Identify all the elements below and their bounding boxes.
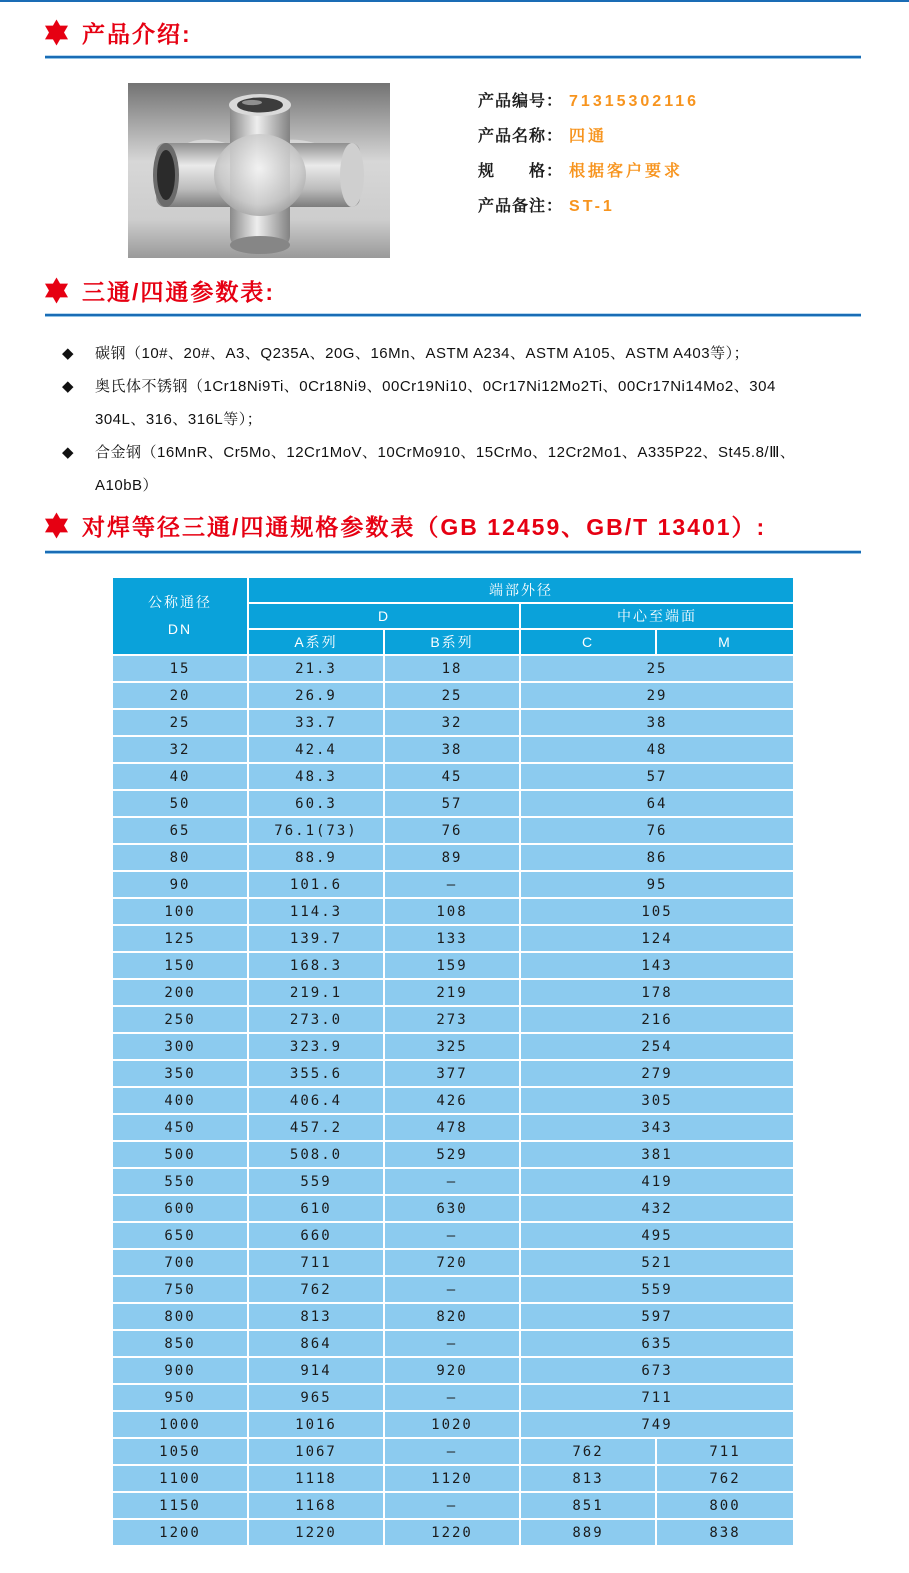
cell-a-series: 168.3 [249, 953, 383, 978]
col-header-b-series: B系列 [385, 630, 519, 654]
cell-b-series: — [385, 1493, 519, 1518]
cell-dn: 65 [113, 818, 247, 843]
col-header-dn-line2: DN [167, 621, 193, 637]
cell-c-m-merged: 343 [521, 1115, 793, 1140]
cell-b-series: 273 [385, 1007, 519, 1032]
table-row [113, 1223, 793, 1248]
cell-a-series: 965 [249, 1385, 383, 1410]
star-icon [43, 512, 70, 539]
cell-a-series: 1220 [249, 1520, 383, 1545]
table-row [113, 1007, 793, 1032]
cell-c-m-merged: 64 [521, 791, 793, 816]
table-row [113, 1358, 793, 1383]
table-row [113, 1061, 793, 1086]
product-field-label: 产品编号： [478, 93, 564, 110]
cell-b-series: 920 [385, 1358, 519, 1383]
cell-b-series: — [385, 1223, 519, 1248]
cell-b-series: 720 [385, 1250, 519, 1275]
cell-a-series: 660 [249, 1223, 383, 1248]
cell-b-series: 133 [385, 926, 519, 951]
table-row [113, 1412, 793, 1437]
diamond-bullet-icon: ◆ [62, 378, 74, 395]
cell-dn: 200 [113, 980, 247, 1005]
table-row [113, 1169, 793, 1194]
product-field [478, 92, 699, 127]
col-header-m: M [657, 630, 793, 654]
col-header-a-series: A系列 [249, 630, 383, 654]
cell-b-series: 325 [385, 1034, 519, 1059]
cell-dn: 900 [113, 1358, 247, 1383]
table-row [113, 1250, 793, 1275]
cell-dn: 90 [113, 872, 247, 897]
cell-c-m-merged: 711 [521, 1385, 793, 1410]
cell-m: 762 [657, 1466, 793, 1491]
cell-a-series: 355.6 [249, 1061, 383, 1086]
cell-dn: 450 [113, 1115, 247, 1140]
cell-a-series: 457.2 [249, 1115, 383, 1140]
section-params-header [43, 274, 275, 307]
cell-dn: 950 [113, 1385, 247, 1410]
cell-b-series: 25 [385, 683, 519, 708]
table-row [113, 1304, 793, 1329]
cell-b-series: — [385, 1439, 519, 1464]
cell-c: 889 [521, 1520, 655, 1545]
cell-a-series: 1016 [249, 1412, 383, 1437]
cell-dn: 550 [113, 1169, 247, 1194]
cell-a-series: 813 [249, 1304, 383, 1329]
table-row [113, 899, 793, 924]
section-params-title: 三通/四通参数表: [82, 279, 276, 305]
col-header-end-od: 端部外径 [249, 578, 793, 602]
cell-dn: 1150 [113, 1493, 247, 1518]
section-spec-header [43, 509, 766, 542]
table-row [113, 683, 793, 708]
cell-b-series: 57 [385, 791, 519, 816]
cell-a-series: 273.0 [249, 1007, 383, 1032]
cell-dn: 400 [113, 1088, 247, 1113]
cell-a-series: 21.3 [249, 656, 383, 681]
table-row [113, 872, 793, 897]
cell-a-series: 101.6 [249, 872, 383, 897]
cell-a-series: 76.1(73) [249, 818, 383, 843]
cell-b-series: 630 [385, 1196, 519, 1221]
cell-a-series: 610 [249, 1196, 383, 1221]
cell-b-series: 18 [385, 656, 519, 681]
cell-dn: 50 [113, 791, 247, 816]
cell-a-series: 33.7 [249, 710, 383, 735]
cell-c: 851 [521, 1493, 655, 1518]
product-field [478, 162, 699, 197]
cell-c-m-merged: 143 [521, 953, 793, 978]
cell-m: 711 [657, 1439, 793, 1464]
cell-c-m-merged: 29 [521, 683, 793, 708]
cell-a-series: 88.9 [249, 845, 383, 870]
cell-dn: 750 [113, 1277, 247, 1302]
material-text-line: A10bB） [95, 477, 159, 494]
cell-a-series: 323.9 [249, 1034, 383, 1059]
table-row [113, 737, 793, 762]
cell-b-series: — [385, 1277, 519, 1302]
table-row [113, 953, 793, 978]
material-text-line: 奥氏体不锈钢（1Cr18Ni9Ti、0Cr18Ni9、00Cr19Ni10、0Cr17Ni12Mo2Ti、00Cr17Ni14Mo2、304 [95, 378, 776, 395]
section-intro-title: 产品介绍: [82, 21, 192, 47]
cell-dn: 125 [113, 926, 247, 951]
cell-c-m-merged: 521 [521, 1250, 793, 1275]
table-row [113, 926, 793, 951]
col-header-c: C [521, 630, 655, 654]
cell-dn: 40 [113, 764, 247, 789]
section-intro-underline [45, 55, 861, 59]
material-item [60, 370, 870, 436]
cell-c-m-merged: 76 [521, 818, 793, 843]
cell-dn: 300 [113, 1034, 247, 1059]
table-row [113, 1439, 793, 1464]
cell-dn: 1000 [113, 1412, 247, 1437]
cell-m: 838 [657, 1520, 793, 1545]
cell-b-series: 1020 [385, 1412, 519, 1437]
star-icon [43, 19, 70, 46]
cell-c-m-merged: 305 [521, 1088, 793, 1113]
product-field-value: 根据客户要求 [569, 163, 684, 180]
table-row [113, 1493, 793, 1518]
cell-dn: 32 [113, 737, 247, 762]
cell-b-series: 108 [385, 899, 519, 924]
table-row [113, 1331, 793, 1356]
cell-c-m-merged: 559 [521, 1277, 793, 1302]
cell-dn: 250 [113, 1007, 247, 1032]
cell-dn: 1050 [113, 1439, 247, 1464]
cell-c-m-merged: 749 [521, 1412, 793, 1437]
section-intro-header [43, 16, 192, 49]
table-row [113, 1034, 793, 1059]
table-row [113, 980, 793, 1005]
cell-c-m-merged: 673 [521, 1358, 793, 1383]
section-spec-underline [45, 550, 861, 554]
table-row [113, 710, 793, 735]
cell-a-series: 26.9 [249, 683, 383, 708]
cell-dn: 350 [113, 1061, 247, 1086]
cell-c-m-merged: 105 [521, 899, 793, 924]
spec-table-head [113, 578, 793, 654]
cell-b-series: 1220 [385, 1520, 519, 1545]
cell-c-m-merged: 495 [521, 1223, 793, 1248]
table-row [113, 1088, 793, 1113]
cell-b-series: 820 [385, 1304, 519, 1329]
product-photo-illustration [128, 83, 390, 258]
cell-dn: 100 [113, 899, 247, 924]
cell-dn: 1100 [113, 1466, 247, 1491]
cell-dn: 80 [113, 845, 247, 870]
product-field-label: 产品名称： [478, 128, 564, 145]
diamond-bullet-icon: ◆ [62, 345, 74, 362]
cell-b-series: 478 [385, 1115, 519, 1140]
cell-b-series: 529 [385, 1142, 519, 1167]
cell-b-series: 219 [385, 980, 519, 1005]
product-info [478, 92, 699, 232]
cell-a-series: 60.3 [249, 791, 383, 816]
product-photo [128, 83, 390, 258]
material-text-line: 碳钢（10#、20#、A3、Q235A、20G、16Mn、ASTM A234、ASTM A105、ASTM A403等）； [95, 345, 750, 362]
cell-a-series: 559 [249, 1169, 383, 1194]
cell-a-series: 139.7 [249, 926, 383, 951]
cell-dn: 150 [113, 953, 247, 978]
cell-c-m-merged: 216 [521, 1007, 793, 1032]
cell-b-series: — [385, 1169, 519, 1194]
table-row [113, 1520, 793, 1545]
table-row [113, 791, 793, 816]
materials-list [60, 337, 870, 502]
spec-table-body [113, 656, 793, 1545]
section-params-underline [45, 313, 861, 317]
page-top-rule [0, 0, 909, 2]
cell-c-m-merged: 432 [521, 1196, 793, 1221]
cell-dn: 15 [113, 656, 247, 681]
cell-c-m-merged: 124 [521, 926, 793, 951]
table-row [113, 1277, 793, 1302]
diamond-bullet-icon: ◆ [62, 444, 74, 461]
cell-dn: 800 [113, 1304, 247, 1329]
cell-b-series: 377 [385, 1061, 519, 1086]
cell-c-m-merged: 635 [521, 1331, 793, 1356]
col-header-dn [113, 578, 247, 654]
cell-a-series: 48.3 [249, 764, 383, 789]
cell-dn: 600 [113, 1196, 247, 1221]
table-row [113, 845, 793, 870]
cell-dn: 700 [113, 1250, 247, 1275]
col-header-dn-line1: 公称通径 [148, 594, 212, 611]
cell-c: 762 [521, 1439, 655, 1464]
table-row [113, 1385, 793, 1410]
cell-dn: 25 [113, 710, 247, 735]
cell-a-series: 1118 [249, 1466, 383, 1491]
cell-a-series: 406.4 [249, 1088, 383, 1113]
cell-a-series: 1067 [249, 1439, 383, 1464]
product-field-label: 产品备注： [478, 198, 564, 215]
cell-b-series: 45 [385, 764, 519, 789]
cell-c-m-merged: 178 [521, 980, 793, 1005]
cell-c-m-merged: 95 [521, 872, 793, 897]
material-item [60, 436, 870, 502]
cell-a-series: 42.4 [249, 737, 383, 762]
cell-dn: 1200 [113, 1520, 247, 1545]
cell-c: 813 [521, 1466, 655, 1491]
cell-b-series: — [385, 1385, 519, 1410]
material-item [60, 337, 870, 370]
cell-b-series: 76 [385, 818, 519, 843]
cell-dn: 650 [113, 1223, 247, 1248]
cell-b-series: 32 [385, 710, 519, 735]
cell-dn: 20 [113, 683, 247, 708]
cell-a-series: 508.0 [249, 1142, 383, 1167]
cell-b-series: — [385, 1331, 519, 1356]
spec-table [111, 576, 795, 1547]
cell-c-m-merged: 25 [521, 656, 793, 681]
cell-dn: 850 [113, 1331, 247, 1356]
cell-c-m-merged: 254 [521, 1034, 793, 1059]
cell-c-m-merged: 57 [521, 764, 793, 789]
cell-a-series: 219.1 [249, 980, 383, 1005]
material-text-line: 合金钢（16MnR、Cr5Mo、12Cr1MoV、10CrMo910、15CrMo、12Cr2Mo1、A335P22、St45.8/Ⅲ、 [95, 444, 796, 461]
table-row [113, 1466, 793, 1491]
product-field-value: 71315302116 [569, 93, 700, 110]
table-row [113, 1196, 793, 1221]
cell-b-series: 89 [385, 845, 519, 870]
col-header-center-to-end: 中心至端面 [521, 604, 793, 628]
cell-a-series: 1168 [249, 1493, 383, 1518]
cell-c-m-merged: 48 [521, 737, 793, 762]
product-field-value: 四通 [569, 128, 608, 145]
cell-b-series: 159 [385, 953, 519, 978]
cell-c-m-merged: 419 [521, 1169, 793, 1194]
cell-a-series: 711 [249, 1250, 383, 1275]
cell-b-series: 426 [385, 1088, 519, 1113]
table-row [113, 1115, 793, 1140]
cell-m: 800 [657, 1493, 793, 1518]
header-row [113, 578, 793, 602]
section-spec-title: 对焊等径三通/四通规格参数表（GB 12459、GB/T 13401）: [82, 514, 767, 540]
table-row [113, 1142, 793, 1167]
cell-c-m-merged: 381 [521, 1142, 793, 1167]
product-field [478, 197, 699, 232]
product-field-label: 规 格： [478, 163, 564, 180]
cell-a-series: 914 [249, 1358, 383, 1383]
table-row [113, 656, 793, 681]
cell-a-series: 762 [249, 1277, 383, 1302]
cell-a-series: 864 [249, 1331, 383, 1356]
product-field-value: ST-1 [569, 198, 615, 215]
cell-a-series: 114.3 [249, 899, 383, 924]
cell-c-m-merged: 597 [521, 1304, 793, 1329]
cell-c-m-merged: 38 [521, 710, 793, 735]
cell-b-series: 38 [385, 737, 519, 762]
cell-dn: 500 [113, 1142, 247, 1167]
cell-c-m-merged: 279 [521, 1061, 793, 1086]
cell-c-m-merged: 86 [521, 845, 793, 870]
col-header-d: D [249, 604, 519, 628]
product-field [478, 127, 699, 162]
cell-b-series: 1120 [385, 1466, 519, 1491]
table-row [113, 818, 793, 843]
cell-b-series: — [385, 872, 519, 897]
material-text-line: 304L、316、316L等）； [95, 411, 263, 428]
star-icon [43, 277, 70, 304]
table-row [113, 764, 793, 789]
